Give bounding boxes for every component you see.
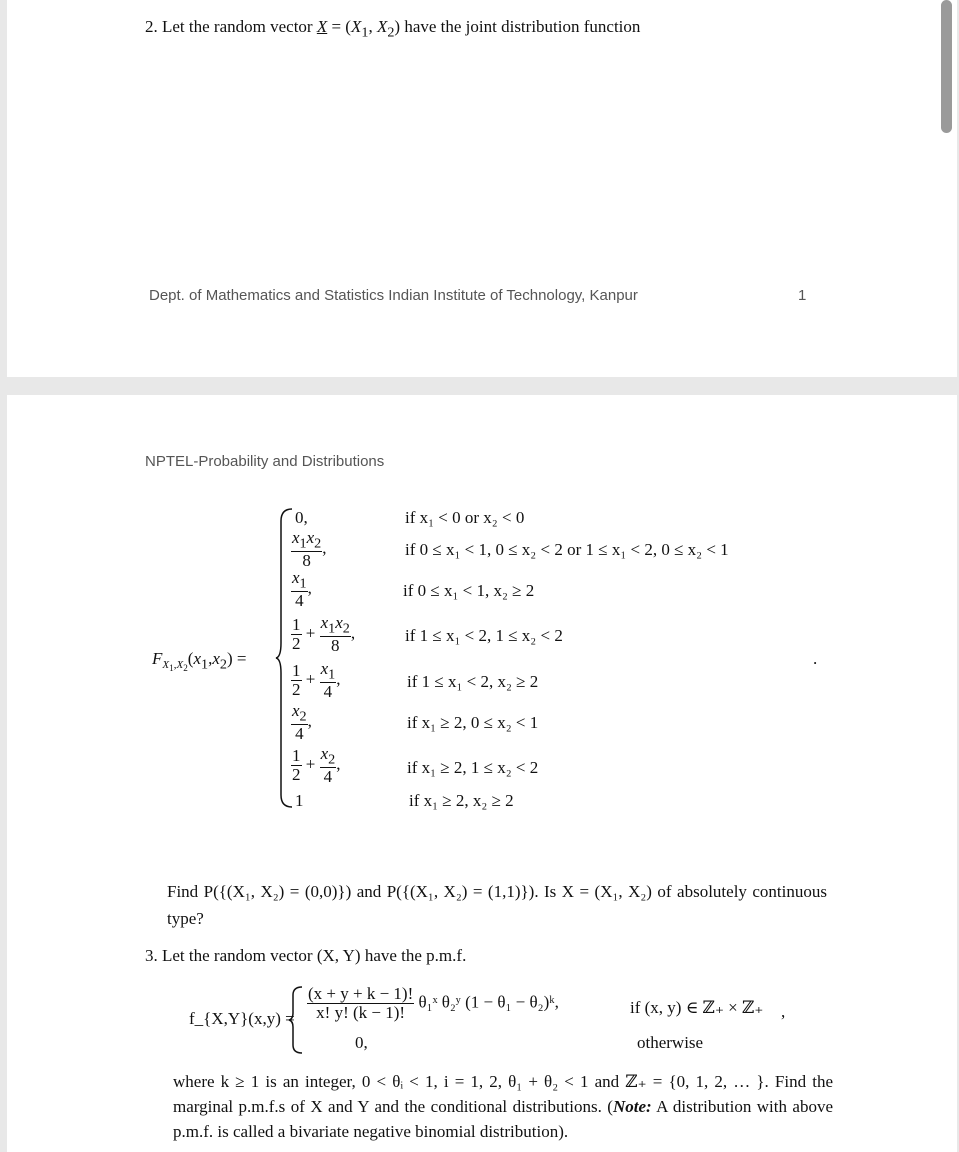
- page-header: NPTEL-Probability and Distributions: [145, 453, 385, 470]
- pmf-comma: ,: [781, 1002, 786, 1021]
- page-2: [7, 395, 957, 1152]
- case-1-value: 0,: [295, 508, 308, 527]
- pmf-case-1-condition: if (x, y) ∈ ℤ₊ × ℤ₊: [630, 998, 764, 1017]
- footer-page-number: 1: [798, 287, 807, 304]
- case-5-value: $\frac{1}{2}$ + $\frac{x_1}{4}$ ,: [292, 659, 341, 702]
- problem-2-intro: 2. Let the random vector $X = (X_1$, $X_2$) have the joint distribution function: [145, 17, 641, 41]
- equation-period: .: [813, 649, 818, 668]
- cdf-lhs: $F_{X_1,X_2}(x_1,x_2)$ =: [152, 649, 247, 674]
- case-3-value: $\frac{x_1}{4}$ ,: [292, 568, 312, 611]
- find-probabilities-text: Find P({(X₁, X₂) = (0,0)}) and P({(X₁, X₂) = (1,1)}). Is X = (X₁, X₂) of absolutely continuous type?: [167, 882, 827, 928]
- case-3-condition: if 0 ≤ x₁ < 1, x₂ ≥ 2: [403, 581, 535, 600]
- case-7-condition: if x₁ ≥ 2, 1 ≤ x₂ < 2: [407, 758, 539, 777]
- case-8-value: 1: [295, 791, 304, 810]
- case-2-condition: if 0 ≤ x₁ < 1, 0 ≤ x₂ < 2 or 1 ≤ x₁ < 2, 0 ≤ x₂ < 1: [405, 540, 729, 559]
- case-8-condition: if x₁ ≥ 2, x₂ ≥ 2: [409, 791, 514, 810]
- pmf-lhs: f_{X,Y}(x,y) =: [189, 1009, 295, 1028]
- pmf-brace: [288, 985, 304, 1055]
- case-6-condition: if x₁ ≥ 2, 0 ≤ x₂ < 1: [407, 713, 539, 732]
- scrollbar-thumb[interactable]: [941, 0, 952, 133]
- problem-3-intro: 3. Let the random vector (X, Y) have the p.m.f.: [145, 946, 467, 965]
- case-7-value: $\frac{1}{2}$ + $\frac{x_2}{4}$ ,: [292, 744, 341, 787]
- pmf-case-2-value: 0,: [355, 1033, 368, 1052]
- case-4-value: $\frac{1}{2}$ + $\frac{x_1x_2}{8}$ ,: [292, 613, 356, 656]
- case-4-condition: if 1 ≤ x₁ < 2, 1 ≤ x₂ < 2: [405, 626, 563, 645]
- case-1-condition: if x₁ < 0 or x₂ < 0: [405, 508, 525, 527]
- case-5-condition: if 1 ≤ x₁ < 2, x₂ ≥ 2: [407, 672, 539, 691]
- footer-dept: Dept. of Mathematics and Statistics Indian Institute of Technology, Kanpur: [149, 287, 638, 304]
- case-2-value: $\frac{x_1x_2}{8}$ ,: [292, 528, 327, 571]
- page-1: [7, 0, 957, 377]
- pmf-case-2-condition: otherwise: [637, 1033, 704, 1052]
- problem-3-body: where k ≥ 1 is an integer, 0 < θᵢ < 1, i = 1, 2, θ₁ + θ₂ < 1 and ℤ₊ = {0, 1, 2, … }. Find the marginal p.m.f.s of X and Y and the conditional distributions. (Note: A distribution with above p.m.f. is called a bivariate negative binomial distribution).: [173, 1072, 834, 1141]
- case-6-value: $\frac{x_2}{4}$ ,: [292, 701, 312, 744]
- pmf-case-1-value: $\frac{(x + y + k - 1)!}{x! y! (k - 1)!}$ θ₁ˣ θ₂ʸ (1 − θ₁ − θ₂)ᵏ,: [308, 984, 559, 1022]
